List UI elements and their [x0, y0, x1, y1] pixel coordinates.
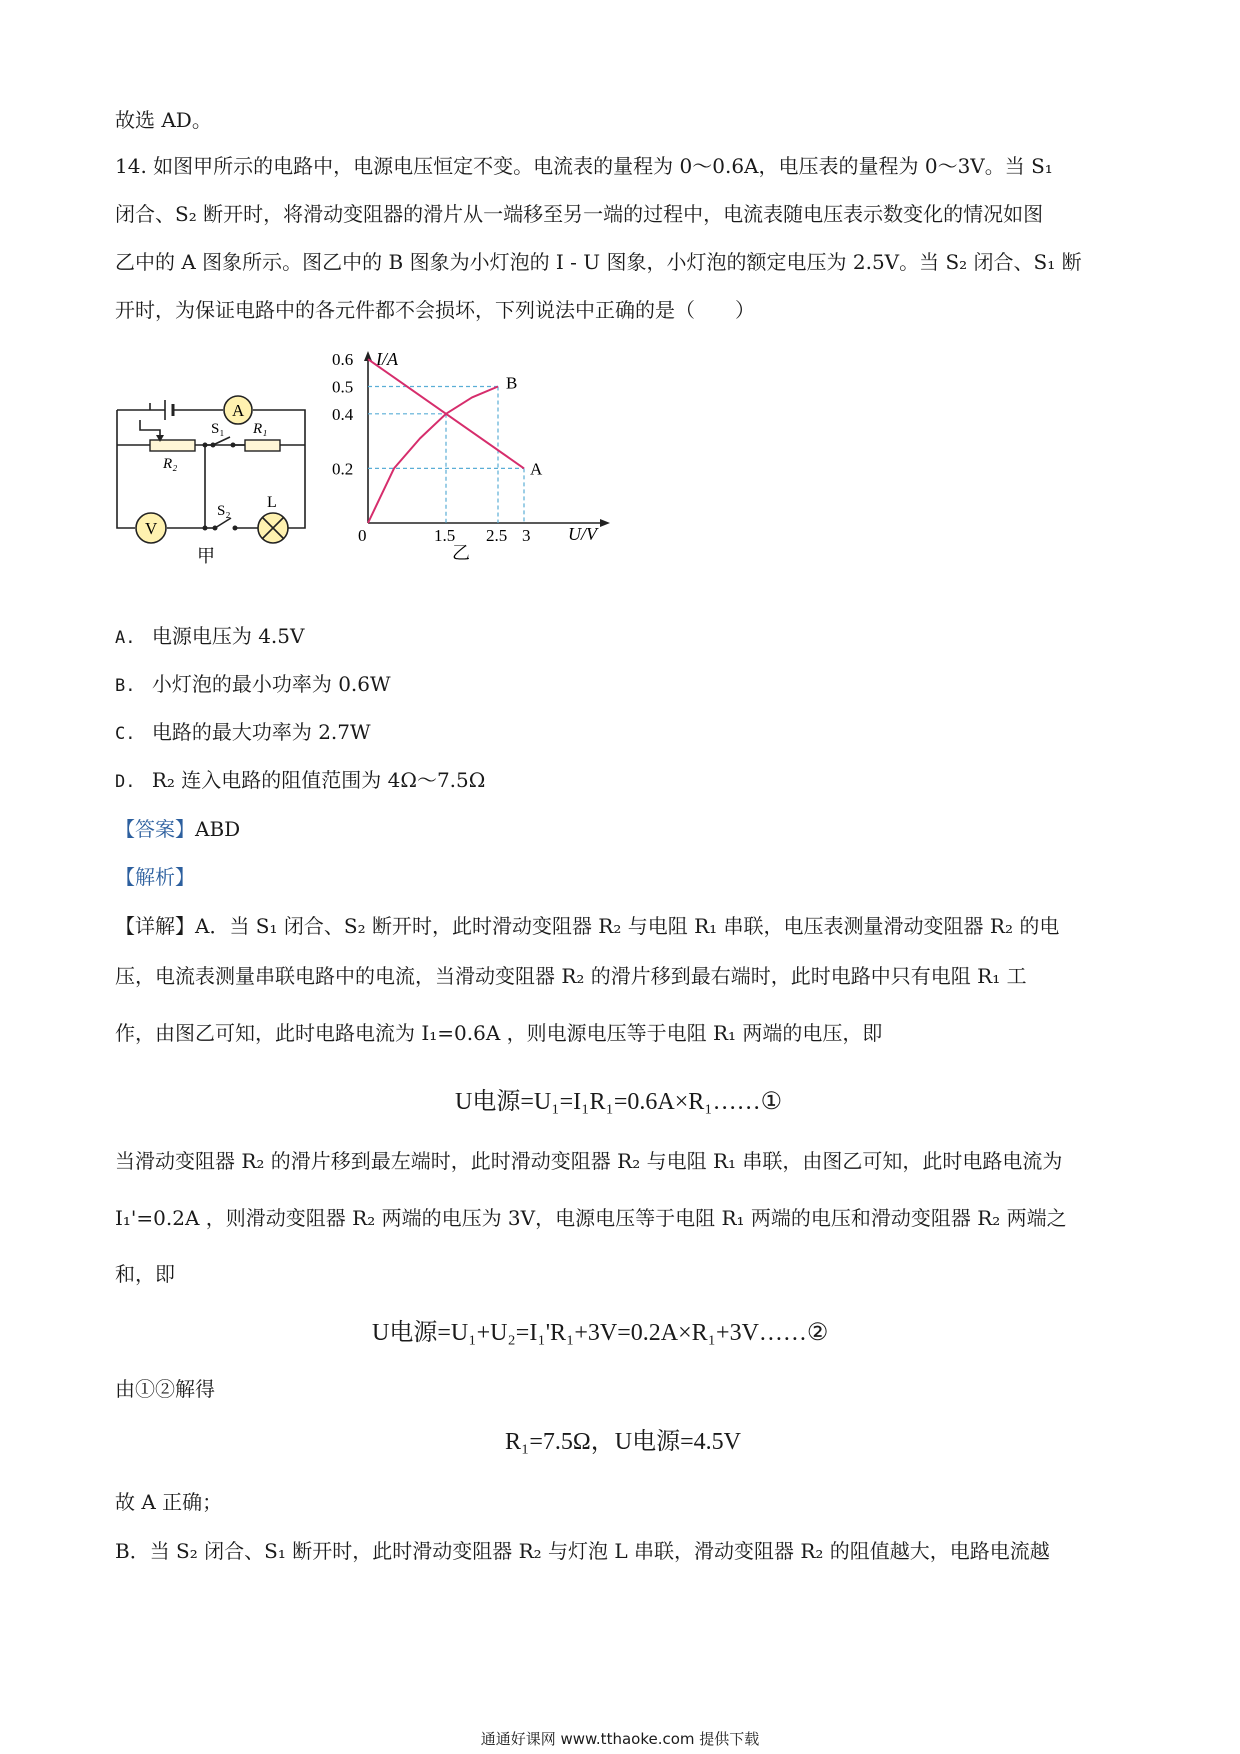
question-line-4: 开时，为保证电路中的各元件都不会损坏，下列说法中正确的是（ ） — [115, 298, 755, 322]
detail-line-7: 由①②解得 — [115, 1377, 215, 1401]
footer-source: 通通好课网 www.tthaoke.com 提供下载 — [480, 1730, 760, 1748]
detail-line-3: 作，由图乙可知，此时电路电流为 I₁=0.6A ，则电源电压等于电阻 R₁ 两端的电压，即 — [115, 1021, 883, 1045]
chart-caption: 乙 — [452, 543, 470, 563]
circuit-caption: 甲 — [197, 546, 215, 565]
previous-answer: 故选 AD。 — [115, 108, 212, 132]
detail-line-4: 当滑动变阻器 R₂ 的滑片移到最左端时，此时滑动变阻器 R₂ 与电阻 R₁ 串联，由图乙可知，此时电路电流为 — [115, 1149, 1063, 1173]
option-d-letter: D. — [115, 772, 136, 792]
option-d-text: R₂ 连入电路的阻值范围为 4Ω～7.5Ω — [151, 768, 486, 792]
analysis-row — [115, 863, 195, 891]
origin-label: 0 — [358, 526, 367, 545]
option-a-text: 电源电压为 4.5V — [151, 624, 305, 648]
resistor-r1 — [245, 440, 280, 451]
lamp-label: L — [267, 494, 277, 511]
question-line-1: 14. 如图甲所示的电路中，电源电压恒定不变。电流表的量程为 0～0.6A，电压表的量程为 0～3V。当 S₁ — [115, 154, 1053, 178]
equation-3: R₁=7.5Ω，U电源=4.5V — [505, 1429, 741, 1455]
option-a[interactable] — [115, 622, 304, 652]
option-b[interactable] — [115, 670, 391, 700]
x-axis-label: U/V — [568, 524, 597, 544]
equation-2: U电源=U₁+U₂=I₁'R₁+3V=0.2A×R₁+3V……② — [372, 1320, 829, 1346]
option-c-text: 电路的最大功率为 2.7W — [151, 720, 371, 744]
question-line-2: 闭合、S₂ 断开时，将滑动变阻器的滑片从一端移至另一端的过程中，电流表随电压表示数变化的情况如图 — [115, 202, 1044, 226]
equation-1: U电源=U₁=I₁R₁=0.6A×R₁……① — [455, 1089, 783, 1115]
option-b-text: 小灯泡的最小功率为 0.6W — [151, 672, 391, 696]
detail-line-5: I₁'=0.2A ，则滑动变阻器 R₂ 两端的电压为 3V，电源电压等于电阻 R₁ 两端的电压和滑动变阻器 R₂ 两端之 — [115, 1206, 1067, 1230]
y-tick-label: 0.4 — [332, 404, 354, 424]
analysis-tag: 【解析】 — [115, 865, 195, 889]
x-tick-label: 2.5 — [486, 526, 508, 545]
option-d[interactable] — [115, 766, 485, 796]
option-c[interactable] — [115, 718, 371, 748]
option-a-letter: A. — [115, 628, 136, 648]
series-a-label: A — [530, 459, 543, 479]
s2-label: S₂ — [217, 503, 231, 519]
rheostat-r2 — [150, 440, 195, 451]
y-tick-label: 0.5 — [332, 377, 354, 397]
option-c-letter: C. — [115, 724, 136, 744]
answer-row — [115, 815, 240, 843]
answer-value: ABD — [195, 817, 241, 841]
detail-line-6: 和，即 — [115, 1262, 175, 1286]
answer-tag: 【答案】 — [115, 817, 195, 841]
question-line-3: 乙中的 A 图象所示。图乙中的 B 图象为小灯泡的 I - U 图象，小灯泡的额定电压为 2.5V。当 S₂ 闭合、S₁ 断 — [115, 250, 1082, 274]
circuit-diagram — [105, 385, 335, 565]
y-tick-label: 0.6 — [332, 350, 354, 370]
detail-line-2: 压，电流表测量串联电路中的电流，当滑动变阻器 R₂ 的滑片移到最右端时，此时电路中只有电阻 R₁ 工 — [115, 964, 1027, 988]
detail-line-8: 故 A 正确； — [115, 1490, 223, 1514]
series-b-curve — [368, 387, 498, 524]
ammeter-label: A — [232, 401, 245, 420]
x-tick-label: 3 — [522, 526, 531, 545]
voltmeter-label: V — [145, 519, 158, 538]
s1-label: S₁ — [211, 421, 225, 437]
r1-label: R₁ — [253, 421, 268, 437]
x-tick-label: 1.5 — [434, 526, 456, 545]
option-b-letter: B. — [115, 676, 136, 696]
y-axis-label: I/A — [376, 349, 398, 369]
series-b-label: B — [506, 373, 518, 393]
r2-label: R₂ — [163, 456, 178, 472]
iu-graph — [330, 345, 620, 565]
detail-line-1: 【详解】A．当 S₁ 闭合、S₂ 断开时，此时滑动变阻器 R₂ 与电阻 R₁ 串联，电压表测量滑动变阻器 R₂ 的电 — [115, 914, 1060, 938]
detail-line-9: B．当 S₂ 闭合、S₁ 断开时，此时滑动变阻器 R₂ 与灯泡 L 串联，滑动变阻器 R₂ 的阻值越大，电路电流越 — [115, 1539, 1050, 1563]
y-tick-label: 0.2 — [332, 459, 354, 479]
